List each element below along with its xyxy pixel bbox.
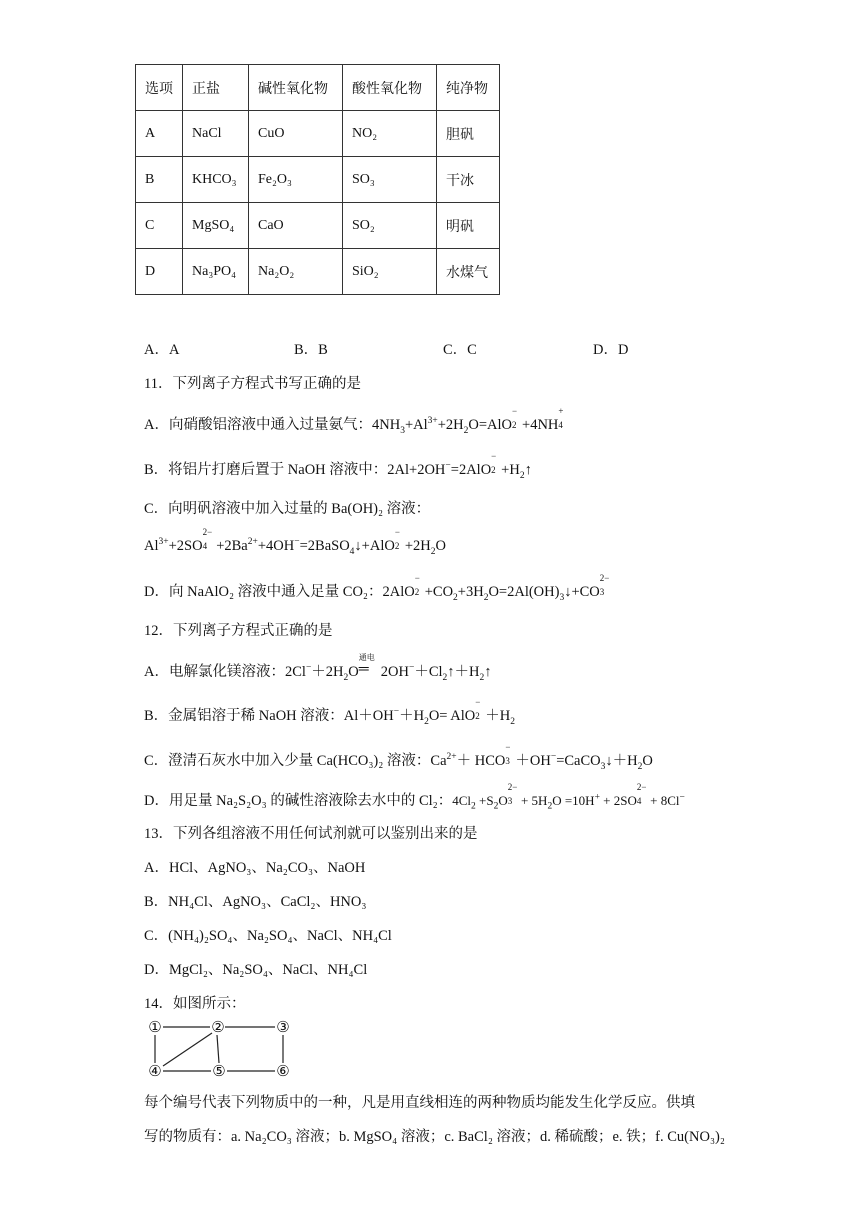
- q10-option-c: C．C: [443, 342, 477, 358]
- q14-stem: 14．如图所示：: [144, 996, 246, 1012]
- table-cell: C: [136, 203, 183, 249]
- header-cell: 正盐: [183, 65, 249, 111]
- table-cell: 胆矾: [437, 111, 500, 157]
- diagram-node-3: ③: [276, 1018, 290, 1036]
- q11-option-c-equation: $Al^{3+}+2SO$ 2− 4 $+2Ba^{2+}+4OH^-=2BaSO_4↓+AlO$ − 2 $+2H_2O$: [144, 527, 446, 557]
- table-row: [136, 111, 500, 157]
- edge-2-5: [217, 1035, 219, 1063]
- table-cell: Na₂O₂: [249, 249, 343, 295]
- table-cell: SO₃: [343, 157, 437, 203]
- q10-option-d: D．D: [593, 342, 629, 358]
- table-cell: Fe₂O₃: [249, 157, 343, 203]
- q11-option-b-text: B．将铝片打磨后置于 NaOH 溶液中：: [144, 462, 388, 478]
- q14-description-line-1: 每个编号代表下列物质中的一种，凡是用直线相连的两种物质均能发生化学反应。供填: [144, 1095, 695, 1111]
- edge-2-4: [163, 1033, 212, 1066]
- q11-option-a: A．向硝酸铝溶液中通入过量氨气：$4NH_3+Al^{3+}+2H_2O=AlO$ − 2 +4NH + 4: [144, 406, 564, 436]
- q13-option-b: B．NH₄Cl、AgNO₃、CaCl₂、HNO₃: [144, 894, 367, 910]
- table-cell: SiO₂: [343, 249, 437, 295]
- header-cell: 碱性氧化物: [249, 65, 343, 111]
- table-cell: D: [136, 249, 183, 295]
- q11-option-b: B．将铝片打磨后置于 NaOH 溶液中：2Al+2OH−=2AlO − 2 $+H_2↑$: [144, 451, 532, 481]
- table-row: [136, 203, 500, 249]
- q13-option-d: D．MgCl₂、Na₂SO₄、NaCl、NH₄Cl: [144, 962, 368, 978]
- q13-option-a: A．HCl、AgNO₃、Na₂CO₃、NaOH: [144, 860, 366, 876]
- diagram-node-5: ⑤: [212, 1062, 226, 1080]
- q13-option-c: C．(NH₄)₂SO₄、Na₂SO₄、NaCl、NH₄Cl: [144, 928, 392, 944]
- table-row: [136, 249, 500, 295]
- table-cell: KHCO₃: [183, 157, 249, 203]
- q11-option-d: D．向 NaAlO₂ 溶液中通入足量 CO₂：2AlO − 2 $+CO_2+3H_2O=2Al(OH)_3↓+CO$ 2− 3: [144, 573, 610, 603]
- table-cell: NaCl: [183, 111, 249, 157]
- diagram-node-2: ②: [211, 1018, 225, 1036]
- q11-option-c: C．向明矾溶液中加入过量的 Ba(OH)₂ 溶液：: [144, 501, 431, 517]
- q12-stem: 12．下列离子方程式正确的是: [144, 623, 333, 639]
- table-cell: CuO: [249, 111, 343, 157]
- table-cell: 水煤气: [437, 249, 500, 295]
- table-cell: CaO: [249, 203, 343, 249]
- table-cell: 干冰: [437, 157, 500, 203]
- q11-option-d-text: D．向 NaAlO₂ 溶液中通入足量 CO₂：: [144, 584, 383, 600]
- table-cell: MgSO₄: [183, 203, 249, 249]
- table-header-row: [136, 65, 500, 111]
- header-cell: 纯净物: [437, 65, 500, 111]
- table-cell: 明矾: [437, 203, 500, 249]
- classification-table: [135, 64, 500, 295]
- table-row: [136, 157, 500, 203]
- q12-option-d-text: D．用足量 Na₂S₂O₃ 的碱性溶液除去水中的 Cl₂：: [144, 793, 453, 809]
- diagram-node-1: ①: [148, 1018, 162, 1036]
- q10-option-b: B．B: [294, 342, 328, 358]
- q11-option-a-text: A．向硝酸铝溶液中通入过量氨气：: [144, 417, 372, 433]
- q12-option-b-text: B．金属铝溶于稀 NaOH 溶液：: [144, 708, 344, 724]
- table-cell: A: [136, 111, 183, 157]
- q12-option-d: D．用足量 Na₂S₂O₃ 的碱性溶液除去水中的 Cl₂：$4Cl_2 +S_2O$ 2− 3 + $5H_2O =10H^+ + 2SO$ 2− 4 + 8Cl−: [144, 782, 685, 812]
- reaction-network-diagram: [144, 1018, 296, 1080]
- diagram-node-6: ⑥: [276, 1062, 290, 1080]
- q13-stem: 13．下列各组溶液不用任何试剂就可以鉴别出来的是: [144, 826, 478, 842]
- q10-option-a: A．A: [144, 342, 180, 358]
- electrolysis-condition: 通电: [358, 653, 375, 662]
- q12-option-b: B．金属铝溶于稀 NaOH 溶液：$Al+OH^-+H_2O=$ AlO − 2 $+H_2$: [144, 697, 516, 727]
- table-cell: SO₂: [343, 203, 437, 249]
- header-cell: 选项: [136, 65, 183, 111]
- header-cell: 酸性氧化物: [343, 65, 437, 111]
- q12-option-c: C．澄清石灰水中加入少量 Ca(HCO₃)₂ 溶液：$Ca^{2+}+$ HCO − 3 $+OH^-=CaCO_3↓+H_2O$: [144, 742, 653, 772]
- q12-option-c-text: C．澄清石灰水中加入少量 Ca(HCO₃)₂ 溶液：: [144, 753, 431, 769]
- diagram-node-4: ④: [148, 1062, 162, 1080]
- table-cell: Na₃PO₄: [183, 249, 249, 295]
- q12-option-a-text: A．电解氯化镁溶液：: [144, 664, 285, 680]
- q12-option-a: A．电解氯化镁溶液：$2Cl^-+2H_2O$ 通电 ═ $2OH^-+Cl_2↑+H_2↑$: [144, 653, 492, 683]
- q11-stem: 11．下列离子方程式书写正确的是: [144, 376, 361, 392]
- table-cell: NO₂: [343, 111, 437, 157]
- q14-description-line-2: 写的物质有：a. Na₂CO₃ 溶液；b. MgSO₄ 溶液；c. BaCl₂ 溶液；d. 稀硫酸；e. 铁；f. Cu(NO₃)₂: [144, 1129, 725, 1145]
- table-cell: B: [136, 157, 183, 203]
